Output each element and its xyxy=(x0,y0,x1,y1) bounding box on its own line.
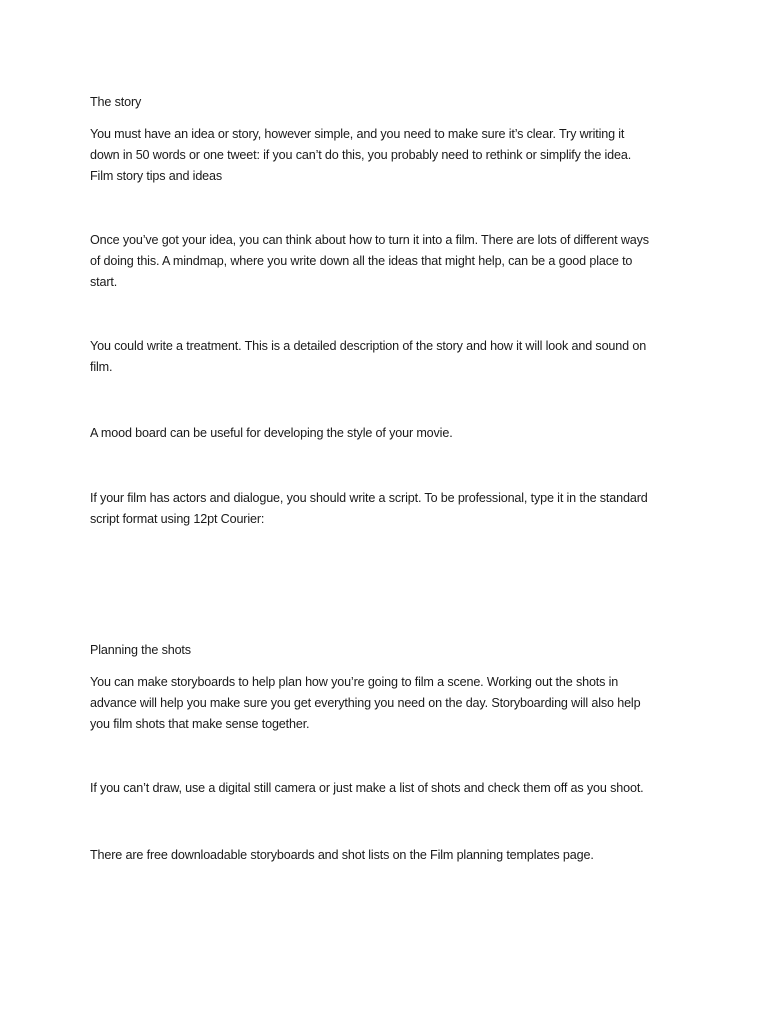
story-paragraph-3-line-1: You could write a treatment. This is a detailed description of the story and how it will look and sound on xyxy=(90,339,647,353)
story-paragraph-5-line-2: script format using 12pt Courier: xyxy=(90,512,265,526)
story-heading: The story xyxy=(90,95,142,109)
story-paragraph-4: A mood board can be useful for developing the style of your movie. xyxy=(90,426,453,440)
story-paragraph-3-line-2: film. xyxy=(90,360,113,374)
story-paragraph-1-line-3: Film story tips and ideas xyxy=(90,169,223,183)
shots-paragraph-1-line-3: you film shots that make sense together. xyxy=(90,717,310,731)
shots-paragraph-2: If you can’t draw, use a digital still camera or just make a list of shots and check them off as you shoot. xyxy=(90,781,644,795)
shots-heading: Planning the shots xyxy=(90,643,191,657)
shots-paragraph-1-line-2: advance will help you make sure you get everything you need on the day. Storyboarding will also help xyxy=(90,696,641,710)
story-paragraph-1-line-1: You must have an idea or story, however simple, and you need to make sure it’s clear. Try writing it xyxy=(90,127,625,141)
story-paragraph-5-line-1: If your film has actors and dialogue, you should write a script. To be professional, type it in the standard xyxy=(90,491,648,505)
story-paragraph-1-line-2: down in 50 words or one tweet: if you can’t do this, you probably need to rethink or simplify the idea. xyxy=(90,148,632,162)
shots-paragraph-3: There are free downloadable storyboards and shot lists on the Film planning templates page. xyxy=(90,848,594,862)
story-paragraph-2-line-3: start. xyxy=(90,275,118,289)
story-paragraph-2-line-1: Once you’ve got your idea, you can think about how to turn it into a film. There are lots of different ways xyxy=(90,233,649,247)
shots-paragraph-1-line-1: You can make storyboards to help plan how you’re going to film a scene. Working out the shots in xyxy=(90,675,619,689)
story-paragraph-2-line-2: of doing this. A mindmap, where you write down all the ideas that might help, can be a good place to xyxy=(90,254,633,268)
